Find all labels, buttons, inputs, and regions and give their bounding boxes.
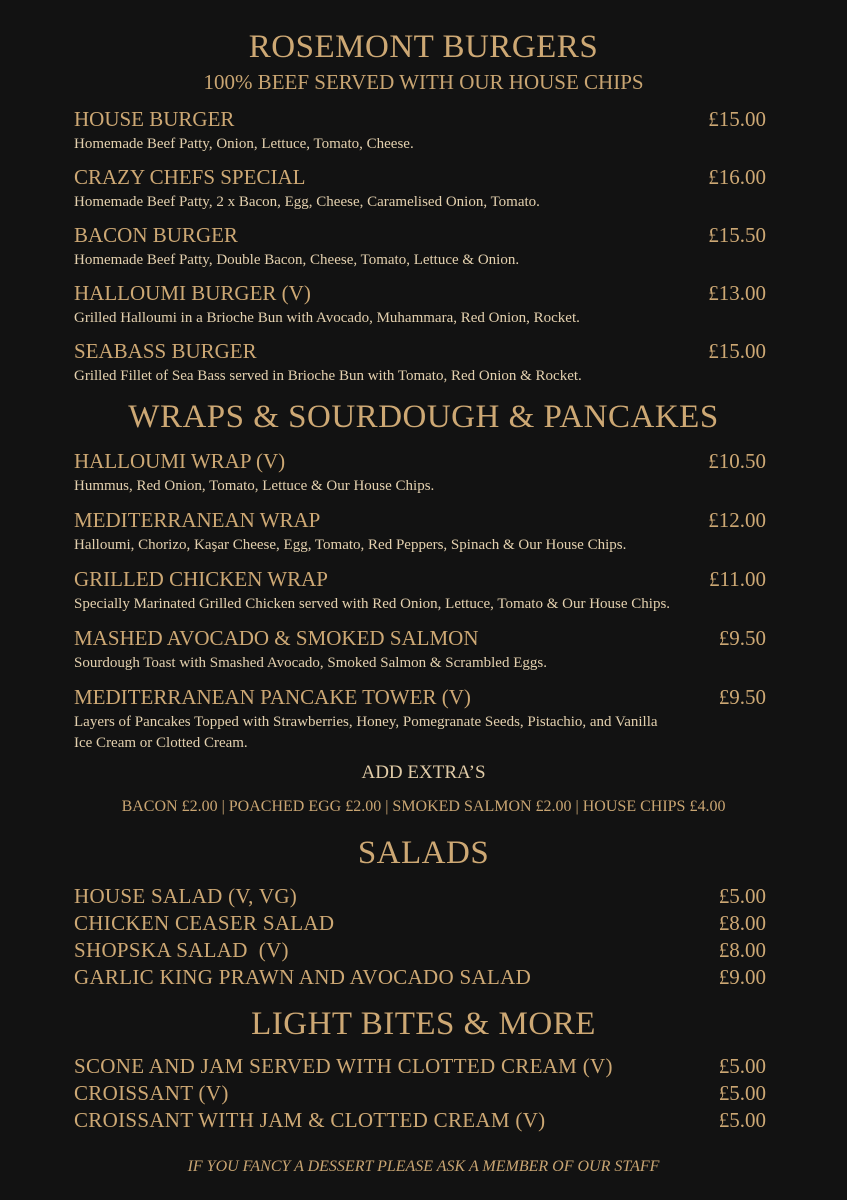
item-name: HOUSE SALAD (V, VG)	[74, 884, 298, 908]
item-description: Specially Marinated Grilled Chicken served with Red Onion, Lettuce, Tomato & Our House Chips.	[74, 596, 671, 612]
item-name: BACON BURGER	[74, 223, 238, 247]
item-price: £5.00	[718, 1108, 766, 1132]
item-price: £9.00	[718, 965, 766, 989]
item-price: £9.50	[718, 685, 766, 709]
footer-note: IF YOU FANCY A DESSERT PLEASE ASK A MEMBER OF OUR STAFF	[187, 1158, 660, 1175]
item-name: CHICKEN CEASER SALAD	[74, 911, 335, 935]
item-name: HALLOUMI BURGER (V)	[74, 281, 311, 305]
menu-item	[74, 910, 766, 936]
item-description: Halloumi, Chorizo, Kaşar Cheese, Egg, Tomato, Red Peppers, Spinach & Our House Chips.	[74, 537, 627, 553]
burgers-title: ROSEMONT BURGERS	[248, 29, 599, 65]
item-price: £13.00	[708, 281, 766, 305]
item-name: GARLIC KING PRAWN AND AVOCADO SALAD	[74, 965, 532, 989]
menu-item	[74, 937, 766, 963]
item-price: £12.00	[708, 508, 766, 532]
item-price: £10.50	[708, 449, 766, 473]
menu-item	[74, 281, 766, 329]
item-name: CROISSANT (V)	[74, 1081, 229, 1105]
menu-item	[74, 964, 766, 990]
menu-item	[74, 567, 766, 615]
item-name: CRAZY CHEFS SPECIAL	[74, 165, 306, 189]
item-name: SCONE AND JAM SERVED WITH CLOTTED CREAM (V)	[74, 1054, 613, 1078]
item-price: £15.00	[708, 107, 766, 131]
item-description: Sourdough Toast with Smashed Avocado, Smoked Salmon & Scrambled Eggs.	[74, 655, 547, 671]
item-description: Homemade Beef Patty, 2 x Bacon, Egg, Cheese, Caramelised Onion, Tomato.	[74, 194, 540, 210]
item-description: Grilled Fillet of Sea Bass served in Brioche Bun with Tomato, Red Onion & Rocket.	[74, 368, 582, 384]
item-price: £5.00	[718, 884, 766, 908]
menu-item	[74, 449, 766, 497]
item-price: £5.00	[718, 1081, 766, 1105]
menu-item	[74, 223, 766, 271]
item-description: Grilled Halloumi in a Brioche Bun with Avocado, Muhammara, Red Onion, Rocket.	[74, 310, 580, 326]
item-name: SEABASS BURGER	[74, 339, 257, 363]
item-price: £8.00	[718, 938, 766, 962]
menu-item	[74, 339, 766, 387]
item-name: HOUSE BURGER	[74, 107, 235, 131]
item-name: MEDITERRANEAN PANCAKE TOWER (V)	[74, 685, 471, 709]
burgers-subtitle: 100% BEEF SERVED WITH OUR HOUSE CHIPS	[203, 70, 644, 94]
item-price: £15.00	[708, 339, 766, 363]
salads-title: SALADS	[357, 835, 490, 871]
menu-item	[74, 165, 766, 213]
item-description: Hummus, Red Onion, Tomato, Lettuce & Our House Chips.	[74, 478, 435, 494]
item-price: £16.00	[708, 165, 766, 189]
item-description: Homemade Beef Patty, Onion, Lettuce, Tomato, Cheese.	[74, 136, 414, 152]
menu-item	[74, 1107, 766, 1133]
item-price: £11.00	[709, 567, 766, 591]
item-name: MASHED AVOCADO & SMOKED SALMON	[74, 626, 479, 650]
light-bites-title: LIGHT BITES & MORE	[251, 1006, 596, 1042]
menu-item	[74, 1080, 766, 1106]
menu-item	[74, 685, 766, 754]
item-description: Homemade Beef Patty, Double Bacon, Cheese, Tomato, Lettuce & Onion.	[74, 252, 520, 268]
menu-item	[74, 107, 766, 155]
menu-item	[74, 626, 766, 674]
item-description: Layers of Pancakes Topped with Strawberries, Honey, Pomegranate Seeds, Pistachio, and Vanilla Ice Cream or Clotted Cream.	[74, 714, 658, 751]
extras-title: ADD EXTRA’S	[361, 762, 486, 783]
menu-item	[74, 883, 766, 909]
item-name: MEDITERRANEAN WRAP	[74, 508, 321, 532]
menu-item	[74, 508, 766, 556]
item-name: SHOPSKA SALAD (V)	[74, 938, 289, 962]
menu-item	[74, 1053, 766, 1079]
extras-list: BACON £2.00 | POACHED EGG £2.00 | SMOKED SALMON £2.00 | HOUSE CHIPS £4.00	[121, 798, 726, 815]
item-name: CROISSANT WITH JAM & CLOTTED CREAM (V)	[74, 1108, 546, 1132]
item-price: £9.50	[718, 626, 766, 650]
item-name: GRILLED CHICKEN WRAP	[74, 567, 328, 591]
item-price: £5.00	[718, 1054, 766, 1078]
item-price: £8.00	[718, 911, 766, 935]
item-price: £15.50	[708, 223, 766, 247]
item-name: HALLOUMI WRAP (V)	[74, 449, 286, 473]
wraps-title: WRAPS & SOURDOUGH & PANCAKES	[128, 399, 719, 435]
